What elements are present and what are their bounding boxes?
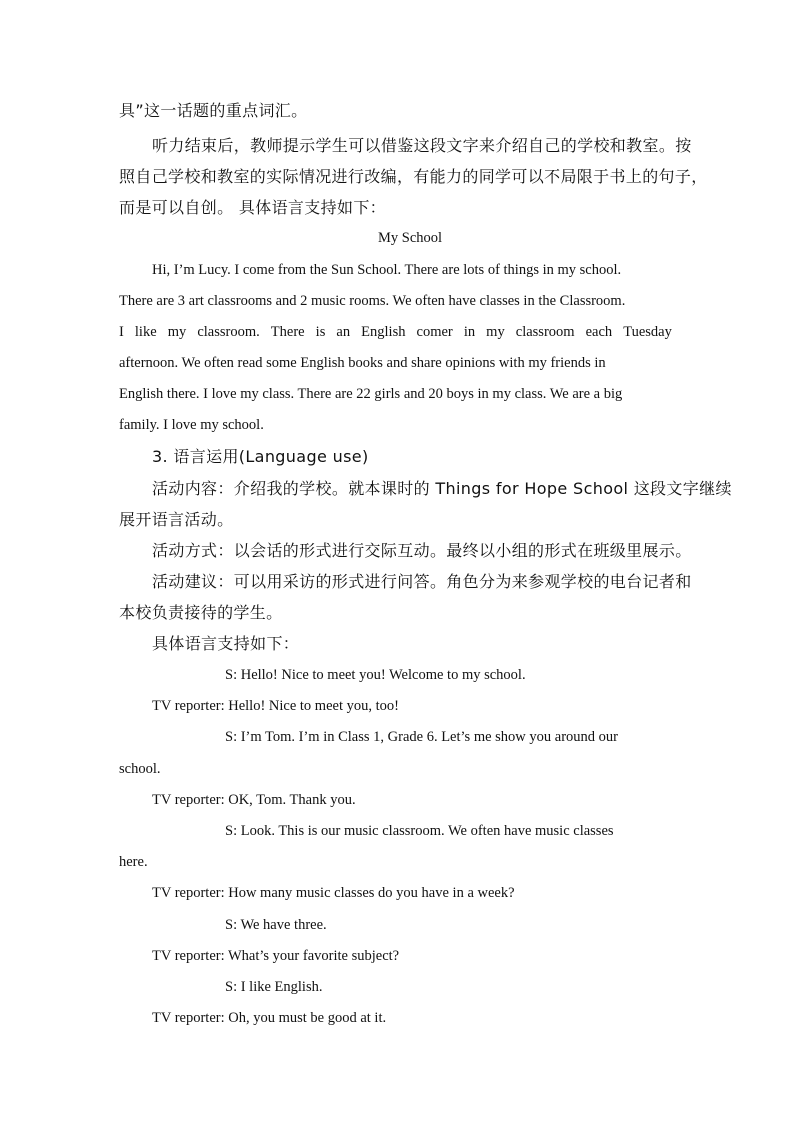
word: comer <box>416 324 453 340</box>
passage-line: English there. I love my class. There are 22 girls and 20 boys in my class. We are a big <box>119 386 623 402</box>
dialogue-line: TV reporter: Oh, you must be good at it. <box>152 1010 387 1026</box>
passage-title: My School <box>378 230 443 246</box>
word: an <box>336 324 351 340</box>
paragraph-line: 活动方式：以会话的形式进行交际互动。最终以小组的形式在班级里展示。 <box>152 541 692 560</box>
paragraph-line: 听力结束后，教师提示学生可以借鉴这段文字来介绍自己的学校和教室。按 <box>152 136 692 155</box>
dialogue-line: S: I like English. <box>225 979 323 995</box>
dialogue-line: S: I’m Tom. I’m in Class 1, Grade 6. Let’s me show you around our <box>225 729 618 745</box>
word: my <box>486 324 505 340</box>
paragraph-line: 具体语言支持如下： <box>152 634 300 653</box>
word: There <box>270 324 305 340</box>
passage-line: Hi, I’m Lucy. I come from the Sun School. There are lots of things in my school. <box>152 262 622 278</box>
paragraph-line: 照自己学校和教室的实际情况进行改编，有能力的同学可以不局限于书上的句子， <box>119 167 708 186</box>
word: classroom <box>515 324 575 340</box>
dialogue-line: S: We have three. <box>225 917 327 933</box>
paragraph-line: 而是可以自创。 具体语言支持如下： <box>119 198 387 217</box>
dialogue-line: TV reporter: What’s your favorite subject? <box>152 948 400 964</box>
dialogue-line: here. <box>119 854 148 870</box>
word: my <box>167 324 187 340</box>
passage-line: There are 3 art classrooms and 2 music rooms. We often have classes in the Classroom. <box>119 293 626 309</box>
dialogue-line: TV reporter: How many music classes do you have in a week? <box>152 885 515 901</box>
dialogue-line: S: Hello! Nice to meet you! Welcome to my school. <box>225 667 526 683</box>
passage-line: afternoon. We often read some English books and share opinions with my friends in <box>119 355 606 371</box>
section-heading: 3. 语言运用(Language use) <box>152 447 369 466</box>
dialogue-line: S: Look. This is our music classroom. We often have music classes <box>225 823 614 839</box>
word: English <box>361 324 406 340</box>
dialogue-line: school. <box>119 761 161 777</box>
dialogue-line: TV reporter: Hello! Nice to meet you, too! <box>152 698 399 714</box>
word: Tuesday <box>623 324 672 340</box>
paragraph-line: 展开语言活动。 <box>119 510 234 529</box>
passage-line: family. I love my school. <box>119 417 264 433</box>
passage-line-justified <box>119 323 672 341</box>
paragraph-line: 活动建议：可以用采访的形式进行问答。角色分为来参观学校的电台记者和 <box>152 572 692 591</box>
paragraph-line: 本校负责接待的学生。 <box>119 603 283 622</box>
word: I <box>119 324 124 340</box>
word: is <box>315 324 326 340</box>
word: like <box>134 324 157 340</box>
paragraph-line: 活动内容：介绍我的学校。就本课时的 Things for Hope School 这段文字继续 <box>152 479 732 498</box>
word: classroom. <box>197 324 260 340</box>
dialogue-line: TV reporter: OK, Tom. Thank you. <box>152 792 356 808</box>
text-line: 具”这一话题的重点词汇。 <box>119 101 308 120</box>
word: in <box>463 324 476 340</box>
word: each <box>585 324 613 340</box>
